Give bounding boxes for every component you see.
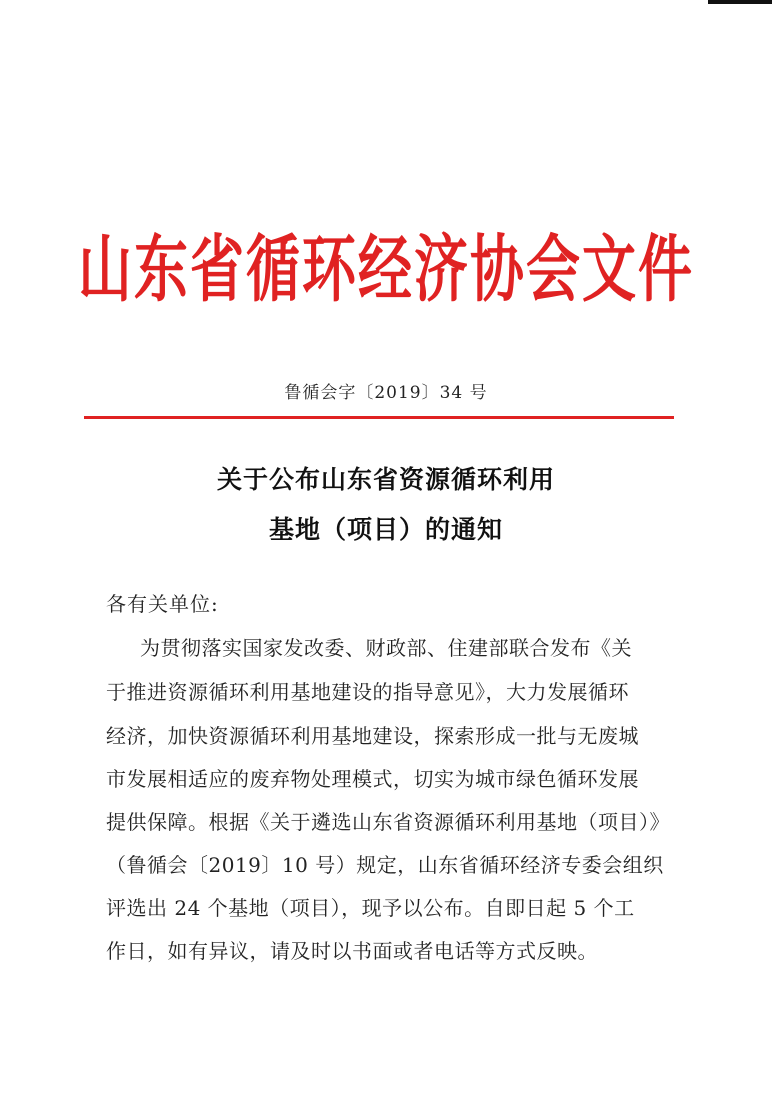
red-divider-line	[84, 416, 674, 419]
body-line-2: 于推进资源循环利用基地建设的指导意见》，大力发展循环	[106, 680, 629, 704]
scan-edge-mark	[708, 0, 772, 4]
notice-title-line-2: 基地（项目）的通知	[268, 515, 503, 544]
notice-title-line-1: 关于公布山东省资源循环利用	[216, 465, 555, 494]
body-line-6: （鲁循会〔2019〕10 号）规定，山东省循环经济专委会组织	[106, 853, 664, 877]
body-line-5: 提供保障。根据《关于遴选山东省资源循环利用基地（项目）》	[106, 810, 670, 834]
document-header-title: 山东省循环经济协会文件	[78, 226, 694, 312]
salutation: 各有关单位:	[106, 592, 219, 616]
body-line-8: 作日，如有异议，请及时以书面或者电话等方式反映。	[106, 939, 598, 963]
body-line-1: 为贯彻落实国家发改委、财政部、住建部联合发布《关	[140, 636, 632, 660]
document-number: 鲁循会字〔2019〕34 号	[284, 383, 488, 403]
body-line-7: 评选出 24 个基地（项目），现予以公布。自即日起 5 个工	[106, 896, 635, 920]
body-line-3: 经济，加快资源循环利用基地建设，探索形成一批与无废城	[106, 724, 639, 748]
body-line-4: 市发展相适应的废弃物处理模式，切实为城市绿色循环发展	[106, 767, 639, 791]
